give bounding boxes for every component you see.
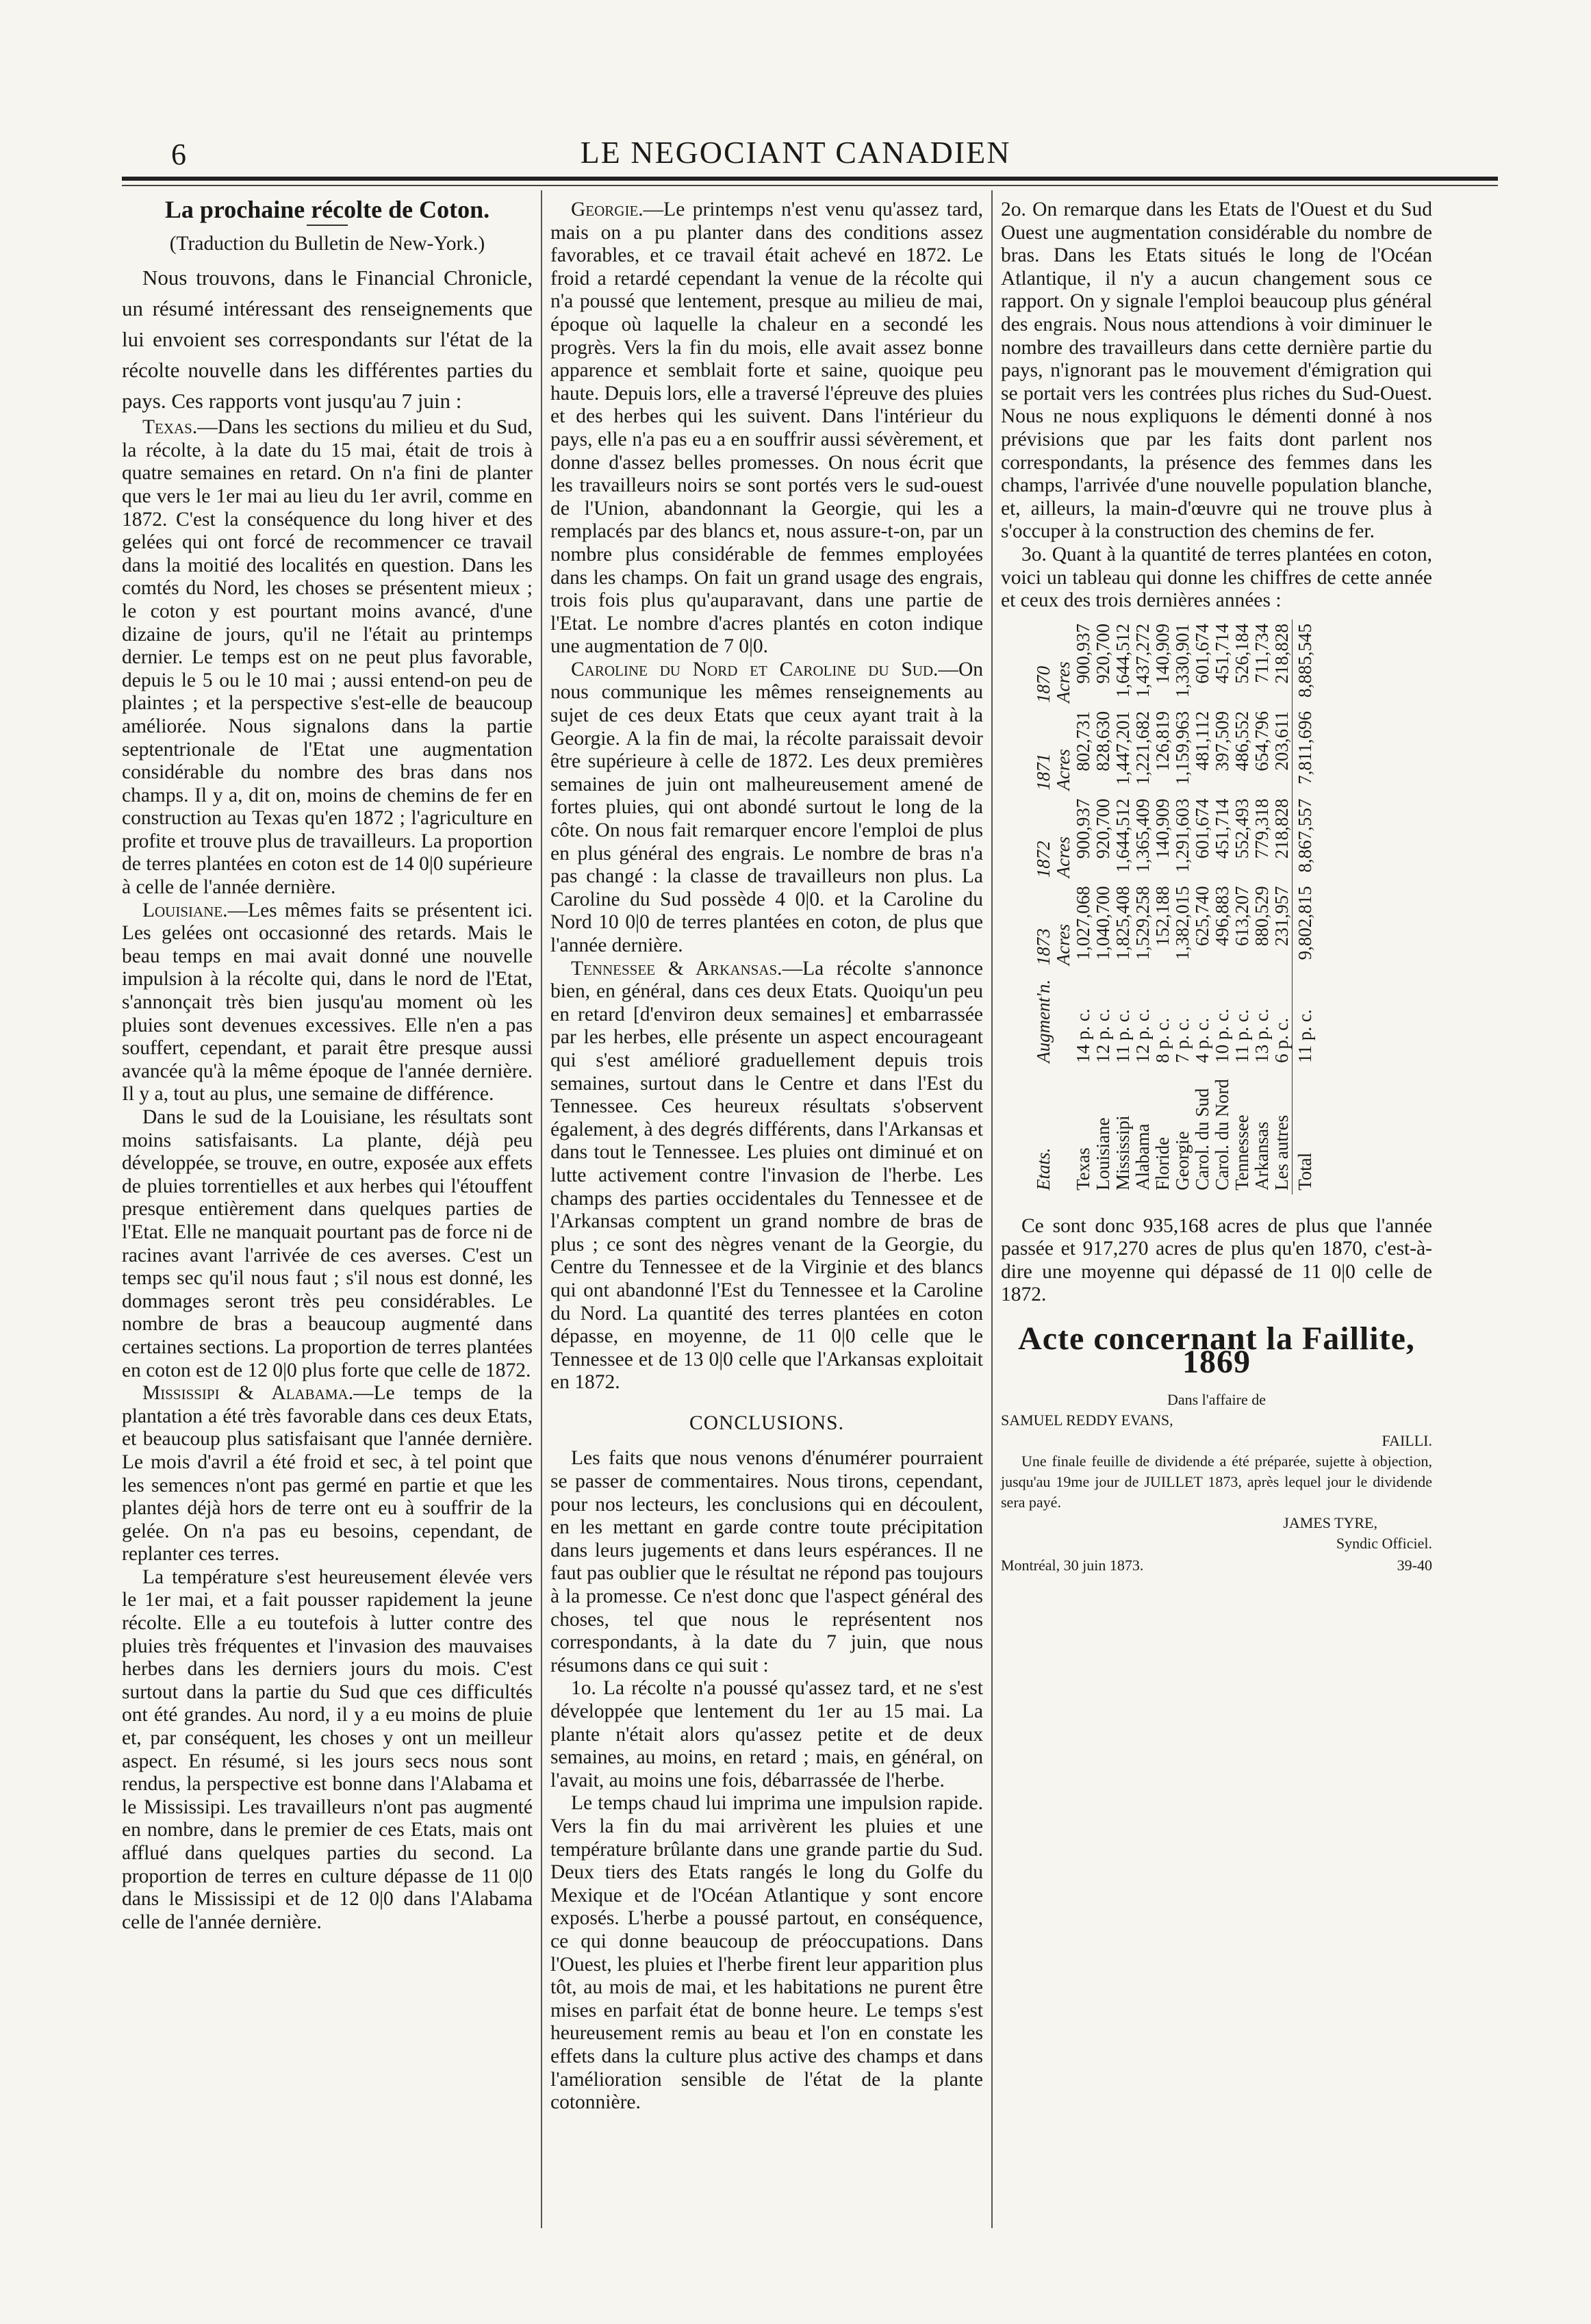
table-cell-state: Floride (1152, 1136, 1173, 1190)
table-cell-y1870: 1,437,272 (1132, 623, 1153, 698)
faillite-title: Acte concernant la Faillite, 1869 (1018, 1320, 1415, 1380)
conclusions-paragraph: Les faits que nous venons d'énumérer pourraient se passer de commentaires. Nous tirons, cependant, pour nos lecteurs, les conclusions qui en découlent, en les mettant en garde contre toute précipitation dans leurs jugements et dans leurs espérances. Il ne faut pas oublier que le résultat ne répond pas toujours à la promesse. Ce n'est donc que l'aspect général des choses, tel que nous le représentent nos correspondants, à la date du 7 juin, que nous résumons dans ce qui suit : (550, 1447, 983, 1676)
table-row (1153, 620, 1173, 1195)
table-cell-y1871: 397,509 (1212, 711, 1232, 771)
table-total-state: Total (1293, 1067, 1316, 1195)
texas-text: —Dans les sections du milieu et du Sud, la récolte, à la date du 15 mai, était de trois à quatre semaines en retard. On n'a fini de planter que vers le 1er mai au lieu du 1er avril, comme en 1872. C'est la conséquence du long hiver et des gelées qui ont forcé de recommencer ce travail dans la moitié des localités en question. Dans les comtés du Nord, les choses se présentent mieux ; le coton y est pourtant moins avancé, d'une dizaine de jours, qu'il ne l'était au printemps dernier. Le temps est on ne peut plus favorable, depuis le 5 ou le 10 mai ; aussi entend-on peu de plaintes ; et la perspective s'est-elle de beaucoup améliorée. Nous signalons dans la partie septentrionale de l'Etat une augmentation considérable du nombre des bras dans nos champs. Il y a, dit on, moins de chemins de fer en construction au Texas qu'en 1872 ; l'agriculture en profite et trouve plus de travailleurs. La proportion de terres plantées en coton est de 14 0|0 supérieure à celle de l'année dernière. (122, 416, 533, 899)
table-total-row (1293, 620, 1316, 1195)
table-cell-state: Mississipi (1112, 1115, 1133, 1190)
table-cell-aug: 11 p. c. (1232, 1009, 1252, 1063)
faillite-affaire: Dans l'affaire de (1167, 1391, 1267, 1409)
table-cell-y1872: 601,674 (1192, 798, 1212, 859)
table-row (1232, 620, 1252, 1195)
column-1 (122, 196, 533, 1934)
header-rule (122, 177, 1498, 181)
table-cell-y1871: 126,819 (1152, 711, 1173, 771)
georgie-label: Georgie. (571, 199, 644, 220)
article-title: La prochaine récolte de Coton. (164, 196, 490, 223)
table-cell-state: Texas (1073, 1147, 1093, 1190)
sud-louisiane-paragraph: Dans le sud de la Louisiane, les résultats sont moins satisfaisants. La plante, déjà peu développée, se trouve, en outre, exposée aux effets de pluies torrentielles et aux herbes qui l'étouffent presque entièrement dans quelques parties de l'Etat. Elle ne manquait pourtant pas de force ni de racines avant l'arrivée de ces averses. C'est un temps sec qu'il nous faut ; s'il nous est donné, les dommages seront très peu considérables. Le nombre de bras a beaucoup augmenté dans certaines sections. La proportion de terres plantées en coton est de 12 0|0 plus forte que celle de 1872. (122, 1106, 533, 1381)
table-cell-y1873: 1,529,258 (1132, 886, 1153, 960)
table-cell-y1871: 802,731 (1073, 711, 1093, 771)
header-augmentation: Augment'n. (1033, 979, 1054, 1063)
table-header-row (1034, 620, 1054, 1195)
table-cell-y1871: 203,611 (1271, 711, 1292, 771)
tennessee-label: Tennessee & Arkansas. (571, 957, 782, 980)
column-divider (991, 190, 993, 2228)
mississipi-label: Mississipi & Alabama. (142, 1382, 354, 1405)
table-row (1133, 620, 1153, 1195)
cotton-acreage-table (1034, 620, 1315, 1195)
header-1871: 1871 (1033, 753, 1054, 791)
point-2-paragraph: 2o. On remarque dans les Etats de l'Ouest et du Sud Ouest une augmentation considérable du nombre de bras. Dans les Etats situés le long de l'Océan Atlantique, il n'y a aucun changement sous ce rapport. On y signale l'emploi beaucoup plus général des engrais. Nous nous attendions à voir diminuer le nombre des travailleurs dans cette dernière partie du pays, n'ignorant pas le mouvement d'émigration qui se portait vers les contrées plus riches du Sud-Ouest. Nous ne nous expliquons le démenti donné à nos prévisions que par les faits dont parlent nos correspondants, la présence des femmes dans les champs, l'arrivée d'une nouvelle population blanche, et, ailleurs, la main-d'œuvre qui ne trouve plus à s'occuper à la construction des chemins de fer. (1001, 199, 1432, 543)
table-cell-y1871: 1,447,201 (1112, 711, 1133, 785)
unit-acres: Acres (1053, 661, 1073, 703)
table-cell-y1872: 900,937 (1073, 798, 1093, 859)
table-cell-aug: 10 p. c. (1212, 1008, 1232, 1063)
table-cell-y1870: 218,828 (1271, 623, 1292, 684)
faillite-ref: 39-40 (1397, 1557, 1432, 1574)
table-cell-y1870: 601,674 (1192, 623, 1212, 684)
louisiane-text: —Les mêmes faits se présentent ici. Les gelées ont occasionné des retards. Mais le beau temps en mai avait donné une nouvelle impulsion à la récolte qui, dans le nord de l'Etat, s'annonçait très bien jusqu'au moment où les pluies sont devenues excessives. Elle n'en a pas souffert, cependant, et parait être presque aussi avancée qu'à la même époque de l'année dernière. Il y a, tout au plus, une semaine de différence. (122, 899, 533, 1106)
table-cell-aug: 12 p. c. (1132, 1008, 1153, 1063)
table-row (1113, 620, 1133, 1195)
table-cell-y1871: 1,159,963 (1172, 711, 1193, 785)
table-row (1193, 620, 1212, 1195)
table-cell-y1871: 486,552 (1232, 711, 1252, 771)
table-cell-state: Carol. du Sud (1192, 1088, 1212, 1190)
georgie-paragraph (550, 199, 983, 659)
table-cell-y1873: 1,027,068 (1073, 886, 1093, 960)
table-cell-state: Les autres (1271, 1114, 1292, 1190)
tennessee-text: —La récolte s'annonce bien, en général, dans ces deux Etats. Quoiqu'un peu en retard [d'environ deux semaines] et embarrassée par les herbes, elle présente un aspect encourageant qui s'est amélioré graduellement depuis trois semaines, surtout dans le Centre et dans l'Est du Tennessee. Ces heureux résultats s'observent également, à des degrés différents, dans l'Arkansas et dans tout le Tennessee. Les pluies ont diminué et on lutte activement contre l'invasion de l'herbe. Les champs des parties occidentales du Tennessee et de l'Arkansas comptent un grand nombre de bras de plus ; ce sont des nègres venant de la Georgie, du Centre du Tennessee et de la Virginie et des blancs qui ont abandonné l'Est du Tennessee et la Caroline du Nord. La quantité des terres plantées en coton dépasse, en moyenne, de 11 0|0 celle que le Tennessee et de 13 0|0 celle que l'Arkansas exploitait en 1872. (550, 957, 984, 1394)
caroline-paragraph (550, 659, 983, 958)
page-number: 6 (171, 138, 186, 171)
table-row (1252, 620, 1272, 1195)
header-state: Etats. (1033, 1147, 1054, 1190)
intro-paragraph: Nous trouvons, dans le Financial Chronicle, un résumé intéressant des renseignements que lui envoient ses correspondants sur l'état de la récolte nouvelle dans les différentes parties du pays. Ces rapports vont jusqu'au 7 juin : (122, 266, 533, 413)
table-cell-y1872: 1,291,603 (1172, 798, 1193, 873)
faillite-signatory: JAMES TYRE, (1283, 1514, 1377, 1532)
title-dash (307, 225, 348, 226)
cotton-table-area (1001, 620, 1432, 1208)
article-subtitle: (Traduction du Bulletin de New-York.) (169, 232, 485, 255)
table-cell-y1873: 152,188 (1152, 886, 1173, 946)
table-cell-y1870: 900,937 (1073, 623, 1093, 684)
unit-acres: Acres (1053, 923, 1073, 965)
faillite-place-date: Montréal, 30 juin 1873. (1001, 1557, 1144, 1574)
faillite-footer (1001, 1554, 1432, 1577)
table-cell-y1871: 654,796 (1251, 711, 1272, 771)
table-cell-aug: 12 p. c. (1093, 1008, 1113, 1063)
table-cell-aug: 13 p. c. (1251, 1008, 1272, 1063)
georgie-text: —Le printemps n'est venu qu'assez tard, mais on a pu planter dans des conditions assez favorables, et ce travail était achevé en 1872. Le froid a retardé cependant la venue de la récolte qui n'a poussé que lentement, presque au milieu de mai, époque où laquelle la chaleur en a secondé les progrès. Vers la fin du mois, elle avait assez bonne apparence et semblait forte et saine, quoique peu haute. Depuis lors, elle a traversé l'épreuve des pluies et des herbes qui les suivent. Dans l'intérieur du pays, elle n'a pas eu a en souffrir aussi sévèrement, et donne d'assez belles promesses. On nous écrit que les travailleurs noirs se sont portés vers le sud-ouest de l'Union, abandonnant la Georgie, qui les a remplacés par des blancs et, nous assure-t-on, par un nombre plus considérable de femmes employées dans les champs. On fait un grand usage des engrais, trois fois plus qu'auparavant, dans une partie de l'Etat. Le nombre d'acres plantés en coton indique une augmentation de 7 0|0. (550, 199, 983, 658)
table-body (1073, 620, 1315, 1195)
table-cell-y1873: 625,740 (1192, 886, 1212, 946)
louisiane-label: Louisiane. (142, 899, 228, 921)
faillite-role: Syndic Officiel. (1336, 1535, 1432, 1553)
caroline-label: Caroline du Nord et Caroline du Sud. (571, 658, 939, 680)
temperature-paragraph: La température s'est heureusement élevée vers le 1er mai, et a fait pousser rapidement la jeune récolte. Elle a eu toutefois à lutter contre des pluies très fréquentes et l'invasion des mauvaises herbes dans les derniers jours du mois. C'est surtout dans la partie du Sud que ces difficultés ont été grandes. Au nord, il y a eu moins de pluie et, par conséquent, les choses y ont un meilleur aspect. En résumé, si les jours secs nous sont rendus, la perspective est bonne dans l'Alabama et le Mississipi. Les travailleurs n'ont pas augmenté en nombre, dans le premier de ces Etats, mais ont afflué dans quelques parties du second. La proportion de terres en culture dépasse de 11 0|0 dans le Mississipi et de 12 0|0 dans l'Alabama celle de l'année dernière. (122, 1566, 533, 1933)
mississipi-text: —Le temps de la plantation a été très favorable dans ces deux Etats, et beaucoup plus satisfaisant que l'année dernière. Le mois d'avril a été froid et sec, à tel point que les semences n'ont pas germé en partie et que les plantes déjà hors de terre ont eu à souffrir de la gelée. On n'a pas eu besoins, cependant, de replanter ces terres. (122, 1382, 533, 1566)
table-cell-y1870: 526,184 (1232, 623, 1252, 684)
table-cell-aug: 11 p. c. (1112, 1009, 1133, 1063)
table-cell-y1870: 920,700 (1093, 623, 1113, 684)
table-cell-state: Georgie (1172, 1131, 1193, 1190)
table-cell-state: Louisiane (1093, 1117, 1113, 1190)
table-units-row (1054, 620, 1073, 1195)
table-row (1073, 620, 1093, 1195)
table-cell-y1871: 828,630 (1093, 711, 1113, 771)
table-cell-aug: 14 p. c. (1073, 1008, 1093, 1063)
column-3 (1001, 199, 1432, 1577)
point-3-paragraph: 3o. Quant à la quantité de terres plantées en coton, voici un tableau qui donne les chiffres de cette année et ceux des trois dernières années : (1001, 543, 1432, 612)
table-cell-aug: 6 p. c. (1271, 1017, 1292, 1063)
table-total-aug: 11 p. c. (1293, 969, 1316, 1067)
table-cell-y1872: 451,714 (1212, 798, 1232, 859)
masthead: LE NEGOCIANT CANADIEN (580, 135, 1011, 170)
texas-paragraph (122, 416, 533, 899)
table-cell-y1872: 1,365,409 (1132, 798, 1153, 873)
table-cell-y1871: 1,221,682 (1132, 711, 1153, 785)
table-cell-state: Alabama (1132, 1123, 1153, 1190)
faillite-party: SAMUEL REDDY EVANS, (1001, 1412, 1173, 1429)
table-cell-y1873: 1,382,015 (1172, 886, 1193, 960)
table-cell-y1873: 613,207 (1232, 886, 1252, 946)
table-cell-state: Arkansas (1251, 1121, 1272, 1190)
table-cell-y1870: 1,330,901 (1172, 623, 1193, 698)
column-divider (541, 190, 542, 2228)
faillite-failli: FAILLI. (1382, 1432, 1432, 1450)
table-cell-y1871: 481,112 (1192, 711, 1212, 771)
table-total-y1870: 8,885,545 (1293, 620, 1316, 707)
table-cell-state: Tennessee (1232, 1114, 1252, 1190)
cotton-table-rotated (1034, 620, 1421, 1195)
table-cell-aug: 8 p. c. (1152, 1017, 1173, 1063)
table-row (1272, 620, 1293, 1195)
table-cell-y1870: 711,734 (1251, 623, 1272, 683)
table-cell-y1870: 140,909 (1152, 623, 1173, 684)
after-table-paragraph: Ce sont donc 935,168 acres de plus que l'année passée et 917,270 acres de plus qu'en 1870, c'est-à-dire une moyenne qui dépassé de 11 0|0 celle de 1872. (1001, 1214, 1432, 1306)
unit-acres: Acres (1053, 836, 1073, 878)
table-cell-y1873: 231,957 (1271, 886, 1292, 946)
header-rule-thin (122, 185, 1498, 186)
temps-chaud-paragraph: Le temps chaud lui imprima une impulsion rapide. Vers la fin du mai arrivèrent les pluies et une température brûlante dans une grande partie du Sud. Deux tiers des Etats rangés le long du Golfe du Mexique et de l'Océan Atlantique y sont encore exposés. L'herbe a poussé partout, en conséquence, ce qui donne beaucoup de préoccupations. Dans l'Ouest, les pluies et l'herbe firent leur apparition plus tôt, au mois de mai, et les habitations ne purent être mises en parfait état de bonne heure. Le temps s'est heureusement remis au beau et l'on en constate les effets dans la culture plus active des champs et dans l'amélioration sensible de l'état de la plante cotonnière. (550, 1792, 983, 2114)
conclusions-heading: CONCLUSIONS. (689, 1412, 844, 1434)
table-cell-y1870: 1,644,512 (1112, 623, 1133, 698)
point-1-paragraph: 1o. La récolte n'a poussé qu'assez tard, et ne s'est développée que lentement du 1er au 15 mai. La plante n'était alors qu'assez petite et de deux semaines, au moins, en retard ; mais, en général, on l'avait, au moins une fois, débarrassée de l'herbe. (550, 1677, 983, 1791)
header-1873: 1873 (1033, 928, 1054, 965)
table-cell-y1873: 1,040,700 (1093, 886, 1113, 960)
unit-acres: Acres (1053, 748, 1073, 791)
table-cell-y1872: 779,318 (1251, 798, 1272, 859)
table-cell-y1872: 1,644,512 (1112, 798, 1133, 873)
table-cell-y1873: 496,883 (1212, 886, 1232, 946)
column-2 (550, 199, 983, 2115)
table-cell-y1872: 920,700 (1093, 798, 1113, 859)
table-total-y1872: 8,867,557 (1293, 794, 1316, 882)
table-cell-y1873: 1,825,408 (1112, 886, 1133, 960)
table-cell-y1870: 451,714 (1212, 623, 1232, 684)
table-cell-aug: 7 p. c. (1172, 1017, 1193, 1063)
table-row (1093, 620, 1113, 1195)
faillite-notice: Une finale feuille de dividende a été préparée, sujette à objection, jusqu'au 19me jour de JUILLET 1873, après lequel jour le dividende sera payé. (1001, 1453, 1432, 1511)
table-cell-aug: 4 p. c. (1192, 1017, 1212, 1063)
table-cell-y1872: 140,909 (1152, 798, 1173, 859)
caroline-text: —On nous communique les mêmes renseignements au sujet de ces deux Etats que ceux ayant trait à la Georgie. A la fin de mai, la récolte paraissait devoir être supérieure à celle de 1872. Les deux premières semaines de juin ont malheureusement amené de fortes pluies, qui ont abondé surtout le long de la côte. On nous fait remarquer encore l'emploi de plus en plus général des engrais. Le nombre de bras n'a pas changé : la classe de travailleurs non plus. La Caroline du Sud possède 4 0|0. et la Caroline du Nord 10 0|0 de terres plantées en coton, de plus que l'année dernière. (550, 658, 983, 956)
tennessee-paragraph (550, 958, 983, 1394)
header-1870: 1870 (1033, 665, 1054, 703)
table-row (1212, 620, 1232, 1195)
louisiane-paragraph (122, 899, 533, 1106)
table-cell-state: Carol. du Nord (1212, 1078, 1232, 1190)
mississipi-paragraph (122, 1382, 533, 1566)
table-cell-y1873: 880,529 (1251, 886, 1272, 946)
table-cell-y1872: 552,493 (1232, 798, 1252, 859)
texas-label: Texas. (142, 416, 198, 439)
header-1872: 1872 (1033, 841, 1054, 878)
table-total-y1871: 7,811,696 (1293, 707, 1316, 795)
table-total-y1873: 9,802,815 (1293, 882, 1316, 969)
table-row (1173, 620, 1193, 1195)
table-cell-y1872: 218,828 (1271, 798, 1292, 859)
